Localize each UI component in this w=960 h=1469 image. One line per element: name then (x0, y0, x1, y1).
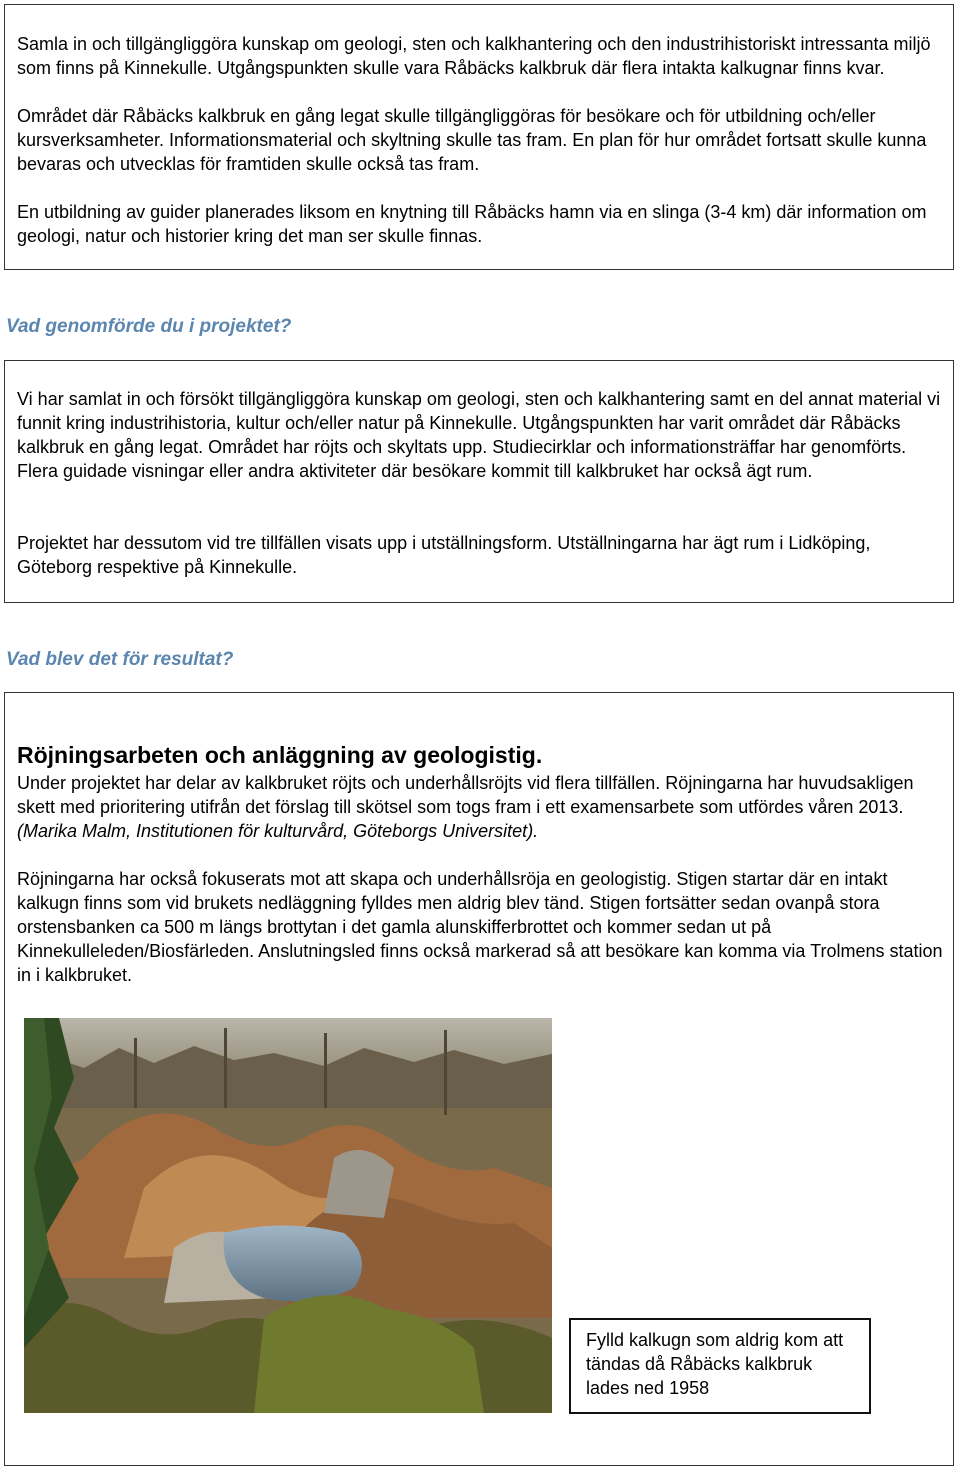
section-heading-results: Vad blev det för resultat? (6, 649, 234, 670)
goals-paragraph-2: Området där Råbäcks kalkbruk en gång legat skulle tillgängliggöras för besökare och för utbildning och/eller kursverksamheter. Informationsmaterial och skyltning skulle tas fram. En plan för hur området fortsatt skulle kunna bevaras och utvecklas för framtiden skulle också tas fram. (17, 106, 927, 174)
implementation-paragraph-2: Projektet har dessutom vid tre tillfällen visats upp i utställningsform. Utställningarna har ägt rum i Lidköping, Göteborg respektive på Kinnekulle. (17, 533, 871, 577)
photo-caption: Fylld kalkugn som aldrig kom att tändas då Råbäcks kalkbruk lades ned 1958 (586, 1330, 844, 1398)
results-paragraph-1-citation: (Marika Malm, Institutionen för kulturvård, Göteborgs Universitet). (17, 821, 539, 841)
results-title: Röjningsarbeten och anläggning av geologistig. (17, 742, 543, 768)
results-paragraph-2: Röjningarna har också fokuserats mot att skapa och underhållsröja en geologistig. Stigen startar där en intakt kalkugn finns som vid brukets nedläggning fylldes men aldrig blev tänd. Stigen fortsätter sedan ovanpå stora orstensbanken ca 500 m längs brottytan i det gamla alunskifferbrottet och kommer sedan ut på Kinnekulleleden/Biosfärleden. Anslutningsled finns också markerad så att besökare kan komma via Trolmens station in i kalkbruket. (17, 869, 943, 985)
goals-paragraph-1: Samla in och tillgängliggöra kunskap om geologi, sten och kalkhantering och den industrihistoriskt intressanta miljö som finns på Kinnekulle. Utgångspunkten skulle vara Råbäcks kalkbruk där flera intakta kalkugnar finns kvar. (17, 34, 931, 78)
goals-paragraph-3: En utbildning av guider planerades liksom en knytning till Råbäcks hamn via en slinga (3-4 km) där information om geologi, natur och historier kring det man ser skulle finnas. (17, 202, 927, 246)
results-paragraph-1-main: Under projektet har delar av kalkbruket röjts och underhållsröjts vid flera tillfällen. Röjningarna har huvudsakligen skett med prioritering utifrån det förslag till skötsel som togs fram i ett examensarbete som utfördes våren 2013. (17, 773, 914, 817)
photo-caption-box (569, 1318, 871, 1414)
implementation-paragraph-1: Vi har samlat in och försökt tillgängliggöra kunskap om geologi, sten och kalkhantering samt en del annat material vi funnit kring industrihistoria, kultur och/eller natur på Kinnekulle. Utgångspunkten har varit området där Råbäcks kalkbruk en gång legat. Området har röjts och skyltats upp. Studiecirklar och informationsträffar har genomförts. Flera guidade visningar eller andra aktiviteter där besökare kommit till kalkbruket har också ägt rum. (17, 389, 941, 481)
implementation-box (4, 360, 954, 603)
limekiln-landscape-image (24, 1018, 552, 1413)
results-paragraph-1 (17, 771, 947, 843)
goals-box (4, 4, 954, 270)
limekiln-photo (24, 1018, 552, 1413)
section-heading-implementation: Vad genomförde du i projektet? (6, 316, 292, 337)
